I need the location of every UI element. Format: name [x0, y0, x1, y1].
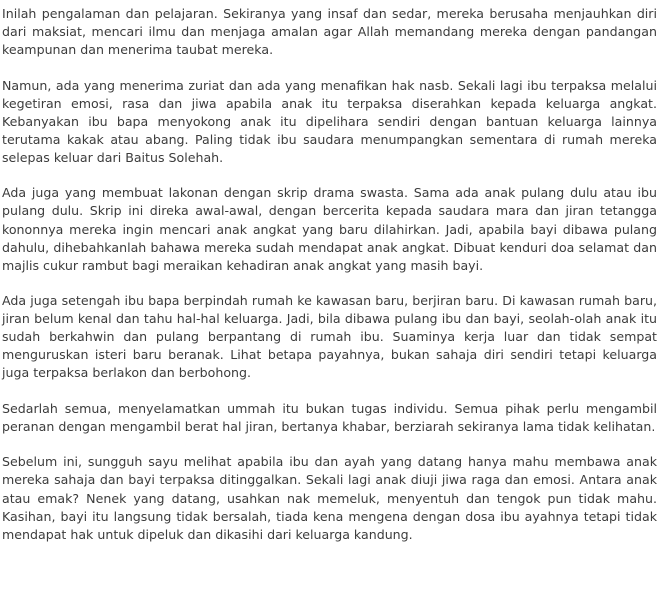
article-body — [0, 5, 663, 544]
paragraph: Sebelum ini, sungguh sayu melihat apabila ibu dan ayah yang datang hanya mahu membawa anak mereka sahaja dan bayi terpaksa ditinggalkan. Sekali lagi anak diuji jiwa raga dan emosi. Antara anak atau emak? Nenek yang datang, usahkan nak memeluk, menyentuh dan tengok pun tidak mahu. Kasihan, bayi itu langsung tidak bersalah, tiada kena mengena dengan dosa ibu ayahnya tetapi tidak mendapat hak untuk dipeluk dan dikasihi dari keluarga kandung. — [2, 454, 657, 542]
paragraph: Ada juga yang membuat lakonan dengan skrip drama swasta. Sama ada anak pulang dulu atau ibu pulang dulu. Skrip ini direka awal-awal, dengan bercerita kepada saudara mara dan jiran tetangga kononnya mereka ingin mencari anak angkat yang baru dilahirkan. Jadi, apabila bayi dibawa pulang dahulu, dihebahkanlah bahawa mereka sudah mendapat anak angkat. Dibuat kenduri doa selamat dan majlis cukur rambut bagi meraikan kehadiran anak angkat yang masih bayi. — [2, 185, 657, 273]
paragraph: Namun, ada yang menerima zuriat dan ada yang menafikan hak nasb. Sekali lagi ibu terpaksa melalui kegetiran emosi, rasa dan jiwa apabila anak itu terpaksa diserahkan kepada keluarga angkat. Kebanyakan ibu bapa menyokong anak itu dipelihara sendiri dengan bantuan keluarga lainnya terutama kakak atau abang. Paling tidak ibu saudara menumpangkan sementara di rumah mereka selepas keluar dari Baitus Solehah. — [2, 77, 657, 165]
paragraph: Ada juga setengah ibu bapa berpindah rumah ke kawasan baru, berjiran baru. Di kawasan rumah baru, jiran belum kenal dan tahu hal-hal keluarga. Jadi, bila dibawa pulang ibu dan bayi, seolah-olah anak itu sudah berkahwin dan pulang berpantang di rumah ibu. Suaminya kerja luar dan tidak sempat menguruskan isteri baru beranak. Lihat betapa payahnya, bukan sahaja diri sendiri tetapi keluarga juga terpaksa berlakon dan berbohong. — [2, 293, 657, 381]
paragraph: Sedarlah semua, menyelamatkan ummah itu bukan tugas individu. Semua pihak perlu mengambil peranan dengan mengambil berat hal jiran, bertanya khabar, berziarah sekiranya lama tidak kelihatan. — [2, 400, 657, 434]
paragraph: Inilah pengalaman dan pelajaran. Sekiranya yang insaf dan sedar, mereka berusaha menjauhkan diri dari maksiat, mencari ilmu dan menjaga amalan agar Allah memandang mereka dengan pandangan keampunan dan menerima taubat mereka. — [2, 6, 657, 58]
